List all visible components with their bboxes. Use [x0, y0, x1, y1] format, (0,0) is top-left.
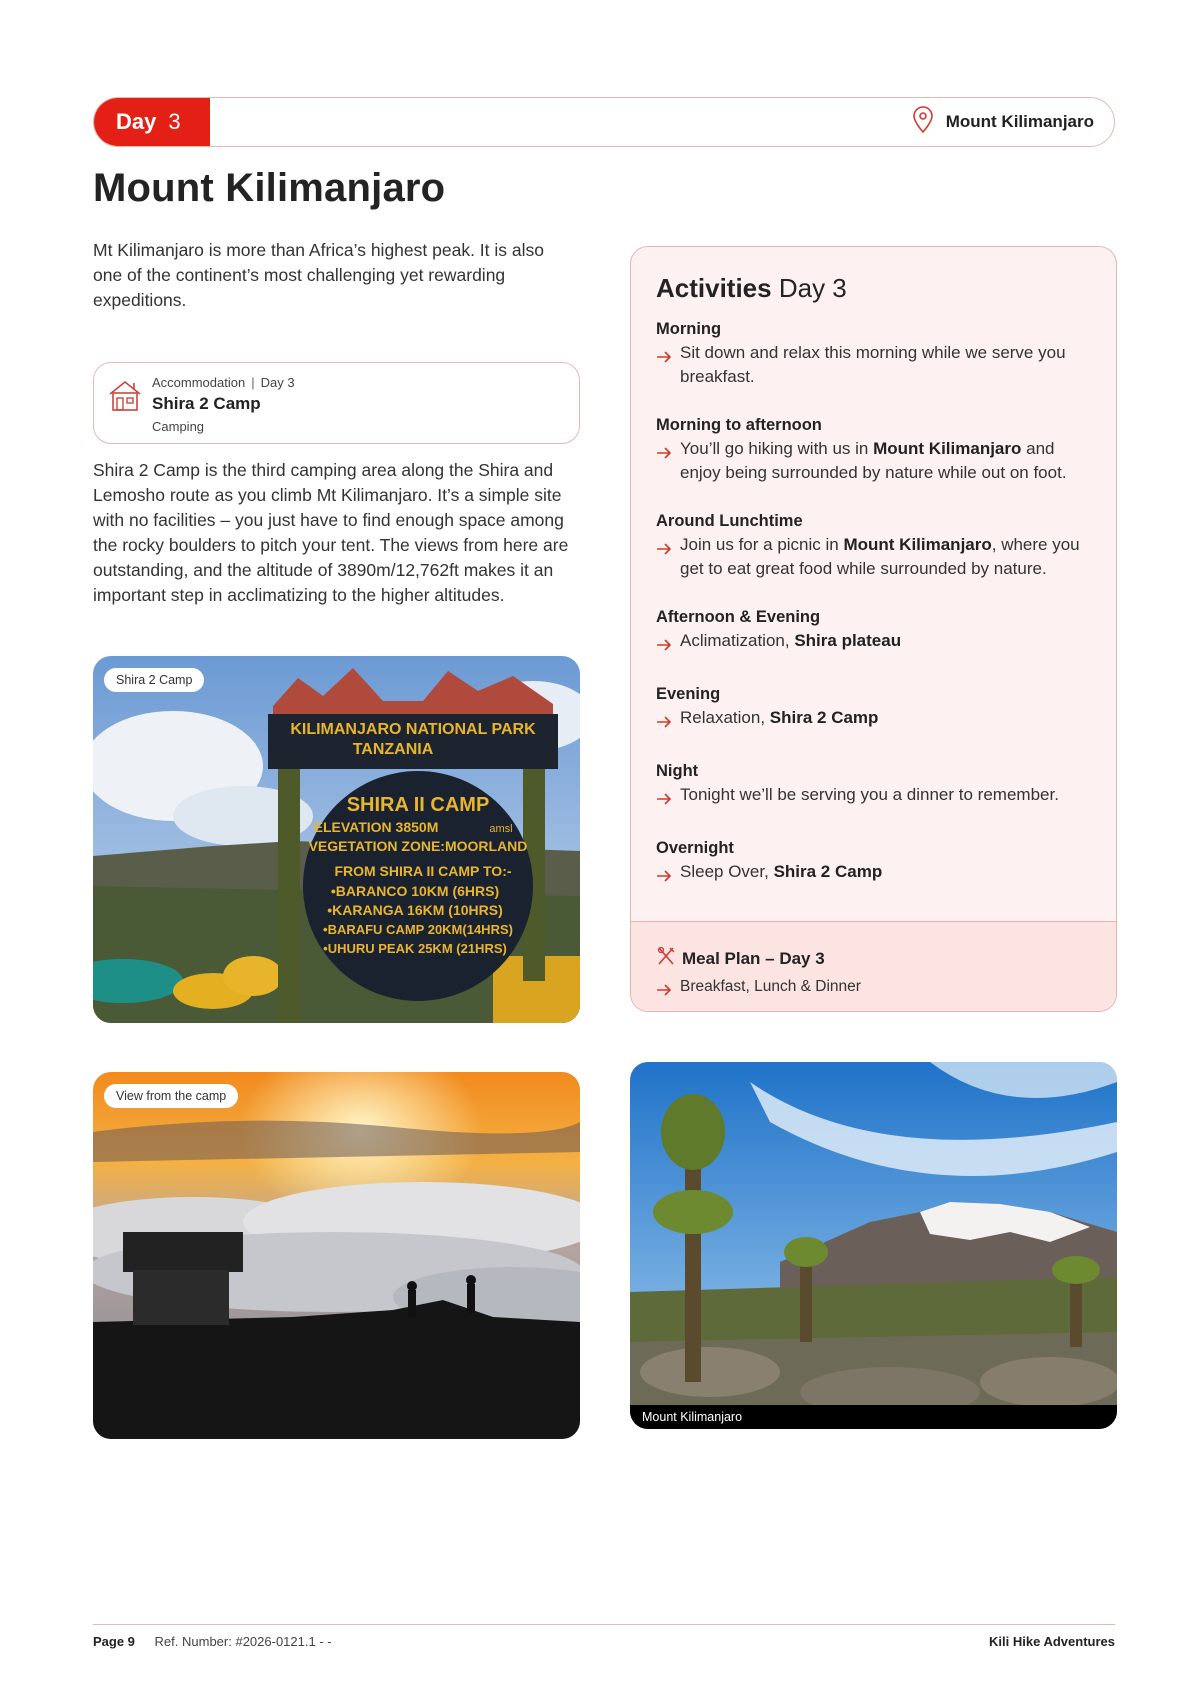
- activity-text-bold: Mount Kilimanjaro: [843, 535, 992, 554]
- header-location: [912, 98, 1094, 146]
- intro-text: Mt Kilimanjaro is more than Africa’s highest peak. It is also one of the continent’s most challenging yet rewarding expeditions.: [93, 240, 544, 310]
- activity-slot: [656, 836, 1096, 889]
- activity-slot: [656, 605, 1096, 658]
- location-pin-icon: [912, 106, 934, 139]
- activity-slot-label: Morning to afternoon: [656, 416, 822, 434]
- photo-caption: Shira 2 Camp: [104, 668, 204, 692]
- activity-text-bold: Shira plateau: [794, 631, 902, 650]
- day-header-bar: [93, 97, 1115, 147]
- camp-description: Shira 2 Camp is the third camping area along the Shira and Lemosho route as you climb Mt Kilimanjaro. It’s a simple site with no facilities – you just have to find enough space among the rocky boulders to pitch your tent. The views from here are outstanding, and the altitude of 3890m/12,762ft makes it an important step in acclimatizing to the higher altitudes.: [93, 460, 569, 605]
- arrow-right-icon: [656, 629, 680, 658]
- activity-text-bold: Shira 2 Camp: [769, 708, 879, 727]
- sign-from-text: FROM SHIRA II CAMP TO:-: [334, 863, 512, 879]
- sign-elevation-text: ELEVATION 3850M: [313, 819, 439, 835]
- activity-slot-text: [680, 860, 882, 884]
- meal-plan-text: Breakfast, Lunch & Dinner: [680, 978, 861, 995]
- sign-destination-4: •UHURU PEAK 25KM (21HRS): [323, 941, 507, 956]
- arrow-right-icon: [656, 533, 680, 562]
- activity-slot-label: Afternoon & Evening: [656, 608, 821, 626]
- footer-divider: [93, 1624, 1115, 1625]
- activity-slot: [656, 317, 1096, 389]
- sign-country-text: TANZANIA: [352, 741, 434, 758]
- sign-destination-3: •BARAFU CAMP 20KM(14HRS): [323, 922, 513, 937]
- accommodation-label: Accommodation: [152, 375, 246, 390]
- activity-slot-text: [680, 533, 1096, 581]
- activity-slot-row: [656, 533, 1096, 581]
- activity-text-before: Tonight we’ll be serving you a dinner to remember.: [680, 785, 1059, 804]
- activity-slot-text: [680, 783, 1059, 807]
- house-icon: [108, 379, 142, 418]
- photo-caption: View from the camp: [104, 1084, 238, 1108]
- activity-slot-label: Overnight: [656, 839, 734, 857]
- activity-slot-row: [656, 437, 1096, 485]
- shira-camp-image: [93, 656, 580, 1023]
- activity-slot: [656, 413, 1096, 485]
- arrow-right-icon: [656, 976, 680, 1003]
- activity-text-before: You’ll go hiking with us in: [680, 439, 874, 458]
- activity-slot-text: [680, 706, 878, 730]
- meal-plan-row: [656, 976, 861, 1003]
- accommodation-day: Day 3: [260, 375, 295, 390]
- accommodation-meta: Accommodation | Day 3: [152, 375, 295, 390]
- activities-panel: [630, 246, 1117, 1012]
- activity-slot-row: [656, 706, 1096, 735]
- activity-text-before: Relaxation,: [680, 708, 770, 727]
- sunset-view-image: [93, 1072, 580, 1439]
- day-label: Day: [116, 109, 157, 134]
- activities-title: [656, 273, 847, 304]
- mount-kilimanjaro-image: [630, 1062, 1117, 1429]
- arrow-right-icon: [656, 706, 680, 735]
- activities-title-day: Day 3: [778, 273, 847, 303]
- sign-destination-2: •KARANGA 16KM (10HRS): [327, 902, 503, 918]
- page-title: Mount Kilimanjaro: [93, 166, 446, 210]
- activity-slot-row: [656, 341, 1096, 389]
- cutlery-icon: [656, 946, 676, 971]
- accommodation-name: Shira 2 Camp: [152, 394, 261, 413]
- sign-zone-text: VEGETATION ZONE:MOORLAND: [308, 838, 528, 854]
- activity-slot-label: Night: [656, 762, 699, 780]
- activity-slot-label: Morning: [656, 320, 722, 338]
- sunset-view-photo: [93, 1072, 580, 1439]
- meal-plan: [631, 921, 1116, 1012]
- activity-slot: [656, 682, 1096, 735]
- mount-kilimanjaro-photo: [630, 1062, 1117, 1429]
- activity-slot-label: Around Lunchtime: [656, 512, 803, 530]
- activity-text-bold: Shira 2 Camp: [773, 862, 883, 881]
- arrow-right-icon: [656, 437, 680, 466]
- header-location-label: Mount Kilimanjaro: [945, 112, 1094, 131]
- day-number: 3: [168, 109, 181, 134]
- sign-destination-1: •BARANCO 10KM (6HRS): [330, 883, 500, 899]
- footer-left: [93, 1634, 332, 1649]
- sign-camp-text: SHIRA II CAMP: [346, 794, 490, 816]
- activity-slot-text: [680, 629, 901, 653]
- activity-slot-text: [680, 437, 1096, 485]
- arrow-right-icon: [656, 341, 680, 370]
- arrow-right-icon: [656, 860, 680, 889]
- sign-park-text: KILIMANJARO NATIONAL PARK: [290, 721, 536, 738]
- meal-plan-heading: [656, 946, 825, 971]
- activity-slot-row: [656, 629, 1096, 658]
- photo-caption: Mount Kilimanjaro: [630, 1405, 1117, 1429]
- company-name: Kili Hike Adventures: [989, 1634, 1115, 1649]
- activity-text-bold: Mount Kilimanjaro: [873, 439, 1022, 458]
- activity-slot-row: [656, 860, 1096, 889]
- activities-title-bold: Activities: [656, 273, 772, 303]
- sign-amsl-text: amsl: [489, 823, 513, 835]
- activities-list: [656, 317, 1096, 913]
- activity-text-after: and enjoy being surrounded by nature while out on foot.: [680, 439, 1067, 482]
- day-chip: [94, 98, 210, 146]
- meal-plan-title: Meal Plan – Day 3: [682, 948, 825, 968]
- activity-text-before: Sit down and relax this morning while we serve you breakfast.: [680, 343, 1066, 386]
- activity-slot: [656, 509, 1096, 581]
- page-number: Page 9: [93, 1634, 135, 1649]
- activity-text-after: , where you get to eat great food while surrounded by nature.: [680, 535, 1080, 578]
- accommodation-type: Camping: [152, 419, 205, 434]
- arrow-right-icon: [656, 783, 680, 812]
- activity-slot-label: Evening: [656, 685, 721, 703]
- activity-text-before: Sleep Over,: [680, 862, 774, 881]
- activity-text-before: Aclimatization,: [680, 631, 795, 650]
- activity-slot-row: [656, 783, 1096, 812]
- activity-slot: [656, 759, 1096, 812]
- reference-number: Ref. Number: #2026-0121.1 - -: [154, 1634, 332, 1649]
- accommodation-card: [93, 362, 580, 444]
- activity-slot-text: [680, 341, 1096, 389]
- activity-text-before: Join us for a picnic in: [680, 535, 844, 554]
- shira-camp-photo: [93, 656, 580, 1023]
